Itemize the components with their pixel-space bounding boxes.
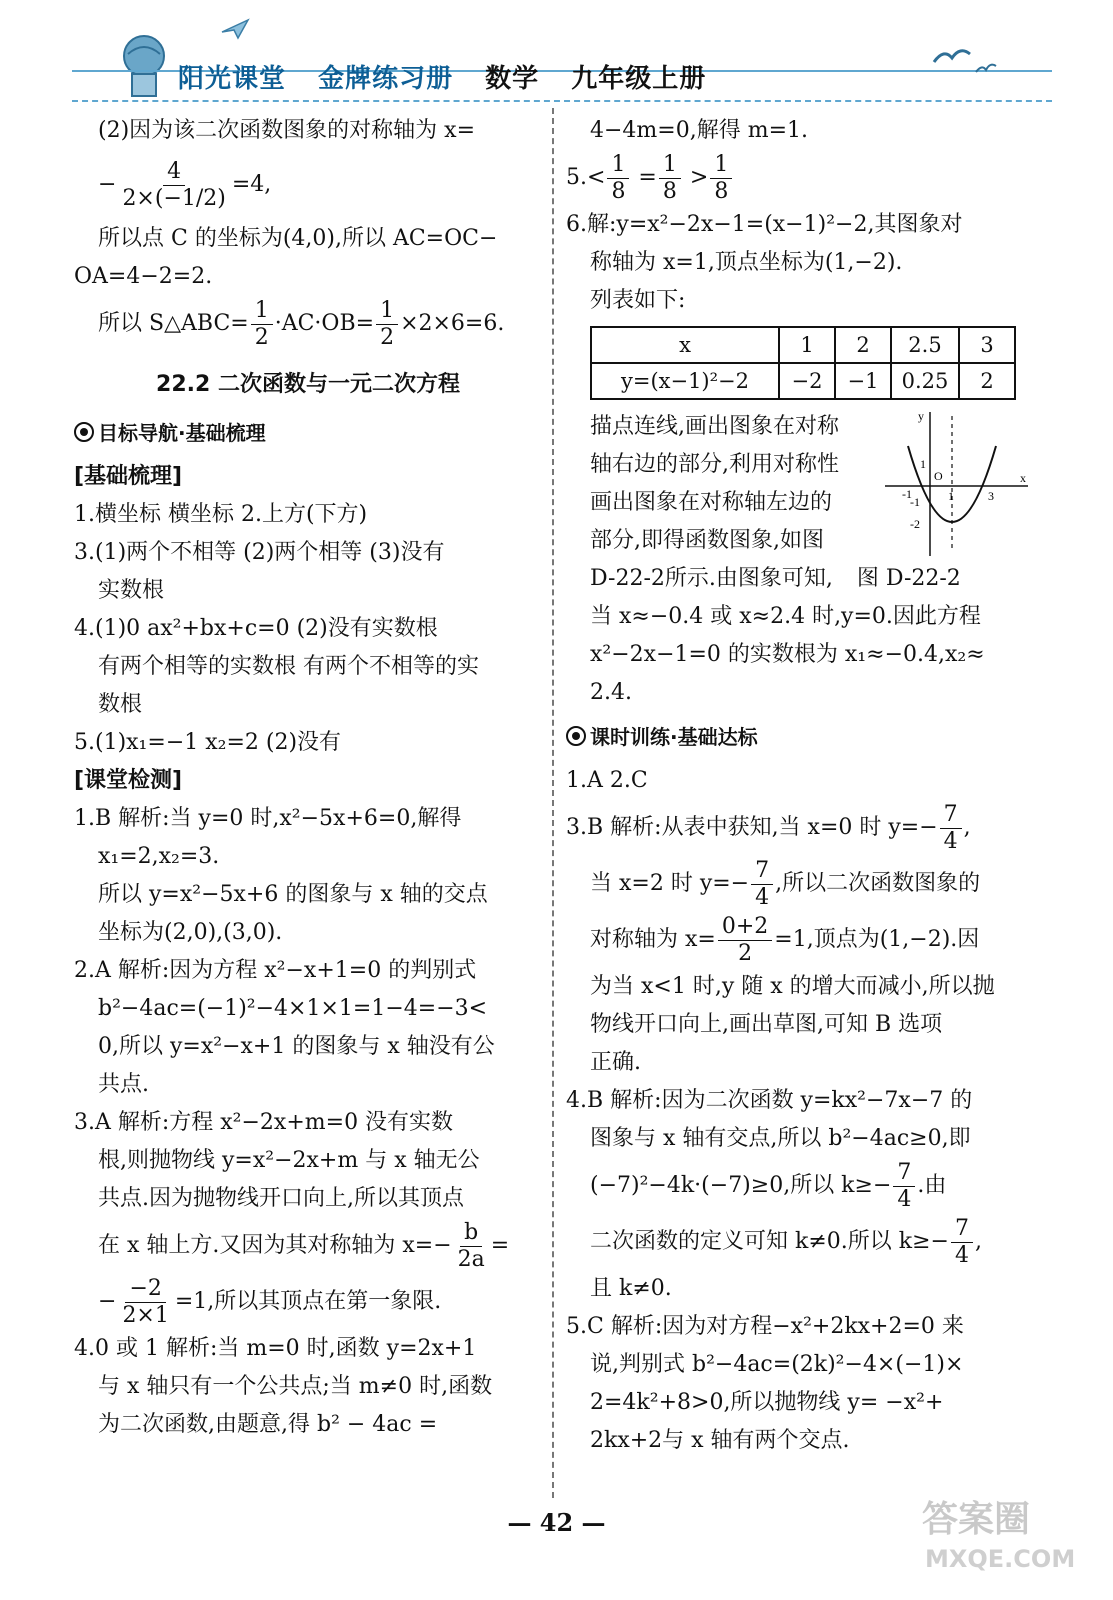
math-line [566,856,1046,912]
text-line: 实数根 [98,578,165,603]
text-line [566,560,1046,598]
text-line: 2=4k²+8>0,所以抛物线 y= −x²+ [590,1390,944,1415]
text-line: 部分,即得函数图象,如图 [590,528,824,553]
badge-label: 目标导航·基础梳理 [98,421,266,445]
parabola-figure [880,408,1030,558]
bullet-icon [74,422,94,442]
text-line: 为二次函数,由题意,得 b² − 4ac = [98,1412,438,1437]
text-fragment: (−7)²−4k·(−7)≥0,所以 k≥− [590,1173,892,1198]
text-line: 轴右边的部分,利用对称性 [590,452,839,477]
text-line: 为当 x<1 时,y 随 x 的增大而减小,所以抛 [590,974,995,999]
text-line: 1.A 2.C [566,768,648,793]
text-fragment: D-22-2所示.由图象可知, [590,566,833,591]
text-line: 2.4. [590,680,632,705]
fraction-denominator: 8 [662,178,677,204]
text-line: 2kx+2与 x 轴有两个交点. [590,1428,850,1453]
fraction [607,152,629,205]
page-number: — 42 — [507,1508,606,1537]
text-line: 5.(1)x₁=−1 x₂=2 (2)没有 [74,730,342,755]
math-line [566,912,1046,968]
bullet-icon [566,726,586,746]
fraction-numerator: −2 [125,1276,165,1303]
fraction-denominator: 2 [738,940,753,966]
table-row [591,327,1015,363]
figure-caption: 图 D-22-2 [856,566,961,591]
text-line: 4.B 解析:因为二次函数 y=kx²−7x−7 的 [566,1088,973,1113]
text-line: x₁=2,x₂=3. [98,844,220,869]
section-title: 22.2 二次函数与一元二次方程 [156,372,460,397]
text-line: 1.横坐标 横坐标 2.上方(下方) [74,502,368,527]
header-series: 阳光课堂 [178,64,287,94]
fraction [454,1220,489,1273]
text-line: 且 k≠0. [590,1276,672,1301]
y-axis-label: y [918,409,924,423]
fraction-numerator: 0+2 [718,914,772,941]
section-badge [74,414,542,452]
text-line: 1.B 解析:当 y=0 时,x²−5x+6=0,解得 [74,806,462,831]
fraction [710,152,732,205]
graph-block [566,408,1046,598]
fraction-numerator: 1 [251,298,273,325]
fraction-numerator: 1 [607,152,629,179]
x-axis-label: x [1020,471,1026,485]
header-grade: 九年级上册 [571,64,707,94]
fraction-numerator: 7 [940,802,962,829]
text-line: 共点.因为抛物线开口向上,所以其顶点 [98,1186,464,1211]
fraction [718,914,772,967]
text-fragment: 3.B 解析:从表中获知,当 x=0 时 y=− [566,815,938,840]
text-line: 坐标为(2,0),(3,0). [98,920,283,945]
text-line: 画出图象在对称轴左边的 [590,490,833,515]
header-title [178,58,728,95]
text-line: 所以 y=x²−5x+6 的图象与 x 轴的交点 [98,882,488,907]
text-fragment: 所以 S△ABC= [98,311,249,336]
header-subject: 数学 [485,64,540,94]
fraction-denominator: 2a [457,1246,485,1272]
fraction [251,298,273,351]
table-cell: 0.25 [891,363,959,399]
fraction [751,858,773,911]
text-line: x²−2x−1=0 的实数根为 x₁≈−0.4,x₂≈ [590,642,985,667]
fraction [893,1160,915,1213]
math-line [566,1214,1046,1270]
table-cell: 2 [835,327,891,363]
left-column [74,112,542,1444]
text-fragment: =4, [231,172,272,197]
watermark-url: MXQE.COM [925,1545,1076,1573]
table-cell: x [591,327,779,363]
table-row [591,363,1015,399]
fraction [118,159,229,212]
text-line: 根,则抛物线 y=x²−2x+m 与 x 轴无公 [98,1148,480,1173]
text-fragment: ,所以二次函数图象的 [775,871,981,896]
text-fragment: , [974,1229,982,1254]
fraction-numerator: 1 [659,152,681,179]
text-fragment: = [490,1233,510,1258]
fraction-numerator: 7 [893,1160,915,1187]
text-fragment: .由 [917,1173,947,1198]
text-fragment: > [682,165,709,190]
text-fragment: − [98,172,117,197]
table-cell: −1 [835,363,891,399]
fraction-numerator: 1 [376,298,398,325]
section-badge [566,718,1046,756]
fraction-numerator: b [460,1220,482,1247]
value-table [590,326,1016,400]
fraction-numerator: 7 [951,1216,973,1243]
right-column [566,112,1046,1460]
table-cell: 2 [959,363,1015,399]
fraction-denominator: 2 [380,324,395,350]
math-line [74,296,542,352]
text-line: 列表如下: [590,288,686,313]
text-line: 4−4m=0,解得 m=1. [590,118,808,143]
text-fragment: =1,顶点为(1,−2).因 [774,927,980,952]
text-fragment: , [963,815,971,840]
text-fragment: ·AC·OB= [274,311,375,336]
text-line: 数根 [98,692,143,717]
text-line: 正确. [590,1050,641,1075]
fraction-denominator: 4 [755,884,770,910]
fraction-denominator: 2×1 [122,1302,169,1328]
text-line: 3.A 解析:方程 x²−2x+m=0 没有实数 [74,1110,454,1135]
text-fragment: = [631,165,657,190]
tick-label: 1 [948,489,954,503]
math-line [74,1218,542,1274]
math-line [74,150,542,220]
tick-label: -1 [910,495,920,509]
math-line [566,800,1046,856]
fraction-denominator: 8 [611,178,626,204]
text-line: 称轴为 x=1,顶点坐标为(1,−2). [590,250,903,275]
text-line: 说,判别式 b²−4ac=(2k)²−4×(−1)× [590,1352,964,1377]
text-fragment: ×2×6=6. [400,311,505,336]
table-cell: 2.5 [891,327,959,363]
subsection-heading: [课堂检测] [74,768,183,793]
fraction [659,152,681,205]
column-divider [552,108,554,1498]
header-book: 金牌练习册 [318,64,454,94]
text-line: OA=4−2=2. [74,264,213,289]
fraction-numerator: 4 [163,159,185,186]
text-line: 4.0 或 1 解析:当 m=0 时,函数 y=2x+1 [74,1336,477,1361]
subsection-heading: [基础梳理] [74,464,183,489]
badge-label: 课时训练·基础达标 [590,725,758,749]
fraction-denominator: 4 [897,1186,912,1212]
text-line: 3.(1)两个不相等 (2)两个相等 (3)没有 [74,540,445,565]
table-cell: 3 [959,327,1015,363]
tick-label: -2 [910,517,920,531]
fraction-denominator: 4 [954,1242,969,1268]
text-line: 2.A 解析:因为方程 x²−x+1=0 的判别式 [74,958,477,983]
text-line: 物线开口向上,画出草图,可知 B 选项 [590,1012,943,1037]
birds-icon [930,40,1000,80]
fraction [376,298,398,351]
fraction-denominator: 8 [714,178,729,204]
text-line: 0,所以 y=x²−x+1 的图象与 x 轴没有公 [98,1034,495,1059]
fraction-denominator: 2×(−1/2) [122,185,226,211]
text-line: (2)因为该二次函数图象的对称轴为 x= [98,118,475,143]
text-line: 当 x≈−0.4 或 x≈2.4 时,y=0.因此方程 [590,604,981,629]
page-header [0,0,1113,110]
text-fragment: 5.< [566,165,606,190]
math-line [566,150,1046,206]
text-line: 图象与 x 轴有交点,所以 b²−4ac≥0,即 [590,1126,971,1151]
math-line [74,1274,542,1330]
fraction [951,1216,973,1269]
fraction-denominator: 2 [254,324,269,350]
text-line: 所以点 C 的坐标为(4,0),所以 AC=OC− [98,226,498,251]
text-fragment: 二次函数的定义可知 k≠0.所以 k≥− [590,1229,949,1254]
text-line: 6.解:y=x²−2x−1=(x−1)²−2,其图象对 [566,212,963,237]
text-line: 共点. [98,1072,149,1097]
table-cell: 1 [779,327,835,363]
text-fragment: − [98,1289,117,1314]
text-fragment: 在 x 轴上方.又因为其对称轴为 x=− [98,1233,452,1258]
text-line: 4.(1)0 ax²+bx+c=0 (2)没有实数根 [74,616,438,641]
tick-label: 1 [920,457,926,471]
paper-plane-icon [220,18,250,40]
text-line: 有两个相等的实数根 有两个不相等的实 [98,654,479,679]
table-cell: −2 [779,363,835,399]
fraction [118,1276,172,1329]
tick-label: -1 [902,487,912,501]
fraction-numerator: 7 [751,858,773,885]
text-fragment: 当 x=2 时 y=− [590,871,750,896]
math-line [566,1158,1046,1214]
fraction-numerator: 1 [710,152,732,179]
text-line: 5.C 解析:因为对方程−x²+2kx+2=0 来 [566,1314,964,1339]
table-cell: y=(x−1)²−2 [591,363,779,399]
fraction-denominator: 4 [943,828,958,854]
text-line: 与 x 轴只有一个公共点;当 m≠0 时,函数 [98,1374,493,1399]
watermark-logo: 答案圈 [922,1499,1031,1540]
text-line: b²−4ac=(−1)²−4×1×1=1−4=−3< [98,996,488,1021]
origin-label: O [934,469,943,483]
text-fragment: =1,所以其顶点在第一象限. [174,1289,442,1314]
fraction [940,802,962,855]
tick-label: 3 [988,489,994,503]
text-fragment: 对称轴为 x= [590,927,716,952]
text-line: 描点连线,画出图象在对称 [590,414,839,439]
